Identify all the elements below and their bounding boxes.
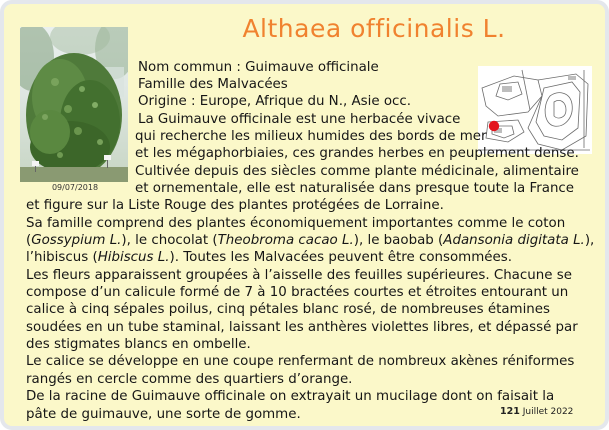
text-line	[26, 337, 251, 353]
text-segment: Origine : Europe, Afrique du N., Asie occ.	[138, 94, 411, 110]
text-line	[26, 389, 554, 405]
text-segment: soudées en un tube staminal, laissant les anthères violettes libres, et dépassé par	[26, 319, 578, 335]
text-segment: (	[26, 233, 32, 248]
scientific-name: Adansonia digitata L.	[443, 233, 585, 248]
text-segment: calice à cinq sépales poilus, cinq pétales blanc rosé, de nombreuses étamines	[26, 302, 551, 318]
text-segment: pâte de guimauve, une sorte de gomme.	[26, 406, 301, 422]
text-segment: l’hibiscus (	[26, 250, 98, 266]
text-segment: qui recherche les milieux humides des bords de mer	[135, 128, 487, 144]
text-segment: Le calice se développe en une coupe renfermant de nombreux akènes réniformes	[26, 354, 575, 370]
text-segment: Cultivée depuis des siècles comme plante médicinale, alimentaire	[135, 163, 579, 179]
text-line	[135, 146, 579, 162]
scientific-name: Theobroma cacao L.	[217, 233, 354, 248]
text-segment: Sa famille comprend des plantes économiquement importantes comme le coton	[26, 215, 566, 231]
text-line	[26, 250, 512, 266]
text-segment: et ornementale, elle est naturalisée dans presque toute la France	[135, 180, 575, 196]
scientific-name: Gossypium L.	[31, 233, 122, 248]
page-number: 121	[500, 406, 520, 417]
text-line	[135, 181, 574, 197]
page-footer	[500, 406, 573, 417]
garden-map-illustration	[478, 66, 592, 154]
text-line	[138, 60, 379, 76]
text-segment: Les fleurs apparaissent groupées à l’aisselle des feuilles supérieures. Chacune se	[26, 267, 572, 283]
publication-date: Juillet 2022	[522, 407, 574, 417]
text-segment: des stigmates blancs en ombelle.	[26, 337, 251, 353]
text-segment: Famille des Malvacées	[138, 76, 288, 92]
text-line	[26, 268, 572, 284]
text-line	[26, 407, 301, 423]
text-line	[26, 372, 352, 388]
plant-photo	[20, 27, 128, 182]
text-segment: ),	[584, 233, 595, 248]
text-segment: La Guimauve officinale est une herbacée vivace	[138, 111, 461, 127]
text-line	[26, 302, 550, 318]
text-segment: ), le baobab (	[353, 233, 444, 248]
text-segment: De la racine de Guimauve officinale on extrayait un mucilage dont on faisait la	[26, 389, 555, 405]
text-line	[26, 354, 574, 370]
text-line	[138, 112, 460, 128]
plant-title: Althaea officinalis L.	[242, 14, 506, 43]
text-segment: et figure sur la Liste Rouge des plantes protégées de Lorraine.	[26, 198, 444, 214]
text-segment: ). Toutes les Malvacées peuvent être consommées.	[169, 250, 512, 266]
text-segment: rangés en cercle comme des quartiers d’orange.	[26, 371, 353, 387]
text-line	[26, 233, 594, 249]
text-segment: compose d’un calicule formé de 7 à 10 bractées courtes et étroites entourant un	[26, 285, 569, 301]
photo-date: 09/07/2018	[51, 183, 99, 192]
text-line	[138, 94, 411, 110]
text-segment: et les mégaphorbiaies, ces grandes herbes en peuplement dense.	[135, 146, 579, 162]
location-map	[478, 66, 592, 154]
text-line	[26, 320, 578, 336]
text-line	[135, 164, 579, 180]
text-line	[26, 216, 565, 232]
text-line	[26, 285, 568, 301]
text-segment: Nom commun : Guimauve officinale	[138, 59, 379, 75]
plant-photo-illustration	[20, 27, 128, 182]
text-segment: ), le chocolat (	[121, 233, 218, 248]
scientific-name: Hibiscus L.	[97, 250, 170, 266]
text-line	[135, 129, 487, 145]
location-marker	[489, 121, 499, 131]
text-line	[138, 77, 288, 93]
text-line	[26, 198, 444, 214]
